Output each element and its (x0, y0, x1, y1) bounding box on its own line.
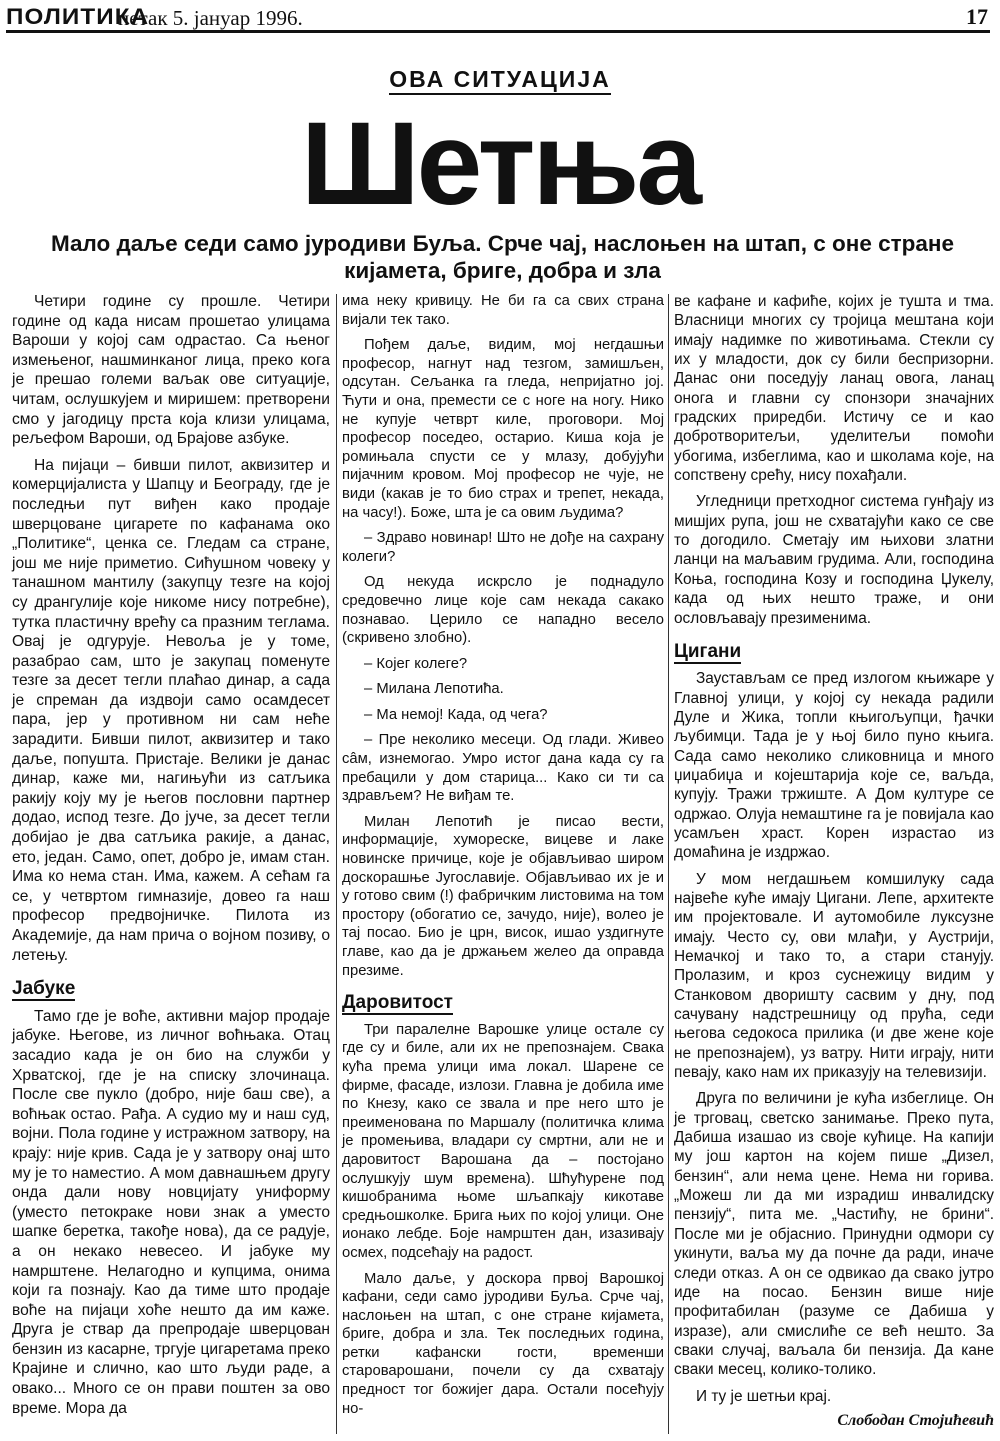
paragraph: У мом негдашњем комшилуку сада највеће куће имају Цигани. Лепе, архитекте им пројектовале. И аутомобиле луксузне имају. Често су, ови млађи, у Аустрији, Немачкој и тако то, а стари станују. Пролазим, и кроз суснежицу видим у Станковом дворишту сасвим у дну, под сачувану надстрешницу од прућа, седи његова седокоса прилика (и две жене које не препознајем), уз ватру. Нити играју, нити певају, како нам их приказују на телевизији. (674, 870, 994, 1082)
paragraph: Угледници претходног система гунђају из мишјих рупа, још не схватајући како се све то догодило. Сметају им њихови златни ланци на маљавим грудима. Али, господина Коња, господина Козу и господина Џукелу, када од њих нешто траже, и они ословљавају презименима. (674, 493, 994, 627)
article-title: Шетња (301, 98, 699, 230)
paragraph: ве кафане и кафиће, којих је тушта и тма. Власници многих су тројица мештана који имају надимке по животињама. Стекли су их у младости, док су били беспризорни. Данас они поседују ланац овога, ланац онога и главни су спонзори значајних градских приредби. Истичу се и као добротворитељи, уделитељи помоћи убогима, избеглима, као и школама које, на сопствену срећу, нису похађали. (674, 293, 994, 485)
column-rule (668, 294, 669, 1434)
paragraph: – Којег колеге? (364, 655, 468, 672)
paragraph: Три паралелне Варошке улице остале су где су и биле, али их не препознајем. Свака кућа према улици има локал. Шарене се фирме, фасаде, излози. Главна је добила име по Кнезу, како се звала и пре него што је преименована по Маршалу (политичка клима је промењива, владари су смртни, али не и даровитост Варошана да – постојано ослушкују шум времена). Шћућурене под кишобранима њоме шљапкају кикотаве средњошколке. Брига њих по којој улици. Оне ионако лебде. Боје намрштен дан, изазивају осмех, подсећају на радост. (342, 1021, 664, 1261)
paragraph: Друга по величини је кућа избеглице. Он је трговац, светско занимање. Преко пута, Дабиша изашао из своје кућице. На капији му још картон на којем пише „Дизел, бензин“, али нема цене. Нема ни горива. „Можеш ли да ми израдиш инвалидску пензију“, пита ме. „Частићу, не брини“. После ми је објаснио. Принудни одмори су укинути, ваља му да почне да ради, иначе следи отказ. А он се одвикао да свако јутро иде на посао. Бензин више није профитабилан (разуме се Дабиша у изразе), али смислиће се већ нешто. За сваки случај, ваљала би пензија. Да кане сваки месец, колико-толико. (674, 1090, 994, 1379)
paragraph: – Ма немој! Када, од чега? (364, 706, 548, 723)
section-heading-text: Јабуке (12, 978, 76, 1000)
kicker-text: ОВА СИТУАЦИЈА (389, 66, 610, 95)
kicker (0, 66, 1000, 93)
section-heading-text: Цигани (674, 640, 742, 662)
paragraph: На пијаци – бивши пилот, аквизитер и комерцијалиста у Шапцу и Београду, где је последњи пут виђен како продаје шверцоване цигарете по кафанама око „Политике“, ценка се. Гледам са стране, још ме није приметио. Сићушном човеку у танашном мантилу (закупцу тезге на којој су дрангулије које никоме нису потребне), тутка пластичну врећу са празним тегламa. Овај је одгурује. Невоља је у томе, разабрао сам, што је закупац поменуте тезге за десет тегли плаћао динар, а сада је спреман да издвоји само осамдесет пара, јер у противном ни сам неће зарадити. Бивши пилот, аквизитер и тако даље, попушта. Пристаје. Велики је данас динар, каже ми, нагињући из сатљика ракију коју му је његов пословни партнер додао, испод тезге. До јуче, за десет тегли добијао је два сатљика ракије, а данас, ето, један. Само, опет, добро је, имам стан. Има ко нема стан. Има, кажем. А сећам га се, у четвртом гимназије, довео га наш професор предвојничке. Пилота из Академије, да нам прича о војном позиву, о летењу. (12, 456, 330, 964)
masthead: ПОЛИТИКА (6, 4, 150, 29)
column-2 (342, 292, 664, 1425)
section-heading (12, 979, 330, 999)
column-3 (674, 292, 994, 1430)
paragraph: Тамо где је воће, активни мајор продаје јабуке. Његове, из личног воћњака. Отац засадио када је он био на служби у Хрватској, где је на списку злочинаца. После све пукло (добро, није баш све), а воћњак остао. Рађа. А судио му и наш суд, војни. Пола године у истражном затвору, на крају: није крив. Сада је у затвору онај што му је то наместио. А мом давнашњем другу онда дали нову новцијату униформу (уместо петокраке нови знак а уместо шапке беретка, такође нова), да се радује, а он некако невесео. И јабуке му намрштене. Нелагодно и купцима, онима који га познају. Као да тиме што продаје воће на пијаци хоће нешто да им каже. Друга је ствар да препродаје шверцован бензин из касарне, тргује цигаретама преко Крајине и слично, као што људи раде, а овако... Много се он прави поштен за ово време. Мора да (12, 1007, 330, 1417)
paragraph: Мало даље, у доскора првој Варошкој кафани, седи само јуродиви Буља. Срче чај, наслоњен на штап, с оне стране кијамета, бриге, добра и зла. Тек последњих година, ретки кафански гости, временши староварошани, почели су да схватају предност тог божијег дара. Остали посећују но- (342, 1270, 664, 1417)
paragraph: Милан Лепотић је писао вести, информације, хуморескe, вицеве и лаке новинске причице, које је објављивао широм доскорашње Југославије. Објављивао их је и у готово свим (!) фабричким листовима на том простору (обогатио се, зачудо, није), волео је тај посао. Био је црн, висок, ишао уздигнуте главе, као да је држањем желео да оправда презиме. (342, 813, 664, 979)
article-subtitle: Мало даље седи само јуродиви Буља. Срче чај, наслоњен на штап, с оне стране кијамета, бриге, добра и зла (51, 231, 954, 283)
paragraph: има неку кривицу. Не би га са свих страна вијали тек тако. (342, 293, 664, 328)
column-1 (12, 292, 330, 1425)
section-heading (674, 642, 994, 661)
column-rule (336, 294, 337, 1434)
paragraph: Пођем даље, видим, мој негдашњи професор, нагнут над тезгом, замишљен, одсутан. Сељанка га гледа, непријатно јој. Ћути и она, премести се с ноге на ногу. Нико не купује четврт киле, проговори. Мој професор поседео, остарио. Киша која је ромињала спусти се у млазу, добујући пијачним кровом. Мој професор не чује, не види (какав је то био страх и трепет, некада, на часу!). Боже, шта је са овим људима? (342, 337, 664, 521)
paragraph: И ту је шетњи крај. (696, 1387, 832, 1405)
page-number: 17 (966, 4, 988, 29)
paragraph: – Пре неколико месеци. Од глади. Живео сâм, изнемогао. Умро истог дана када су га пребацили у дом старица... Како си ти са здрављем? Не виђам те. (342, 732, 664, 805)
paragraph: Од некуда искрсло је поднадуло средовечно лице које сам некада сакако познавао. Церило се нападно весело (скривено злобно). (342, 574, 664, 647)
paragraph: – Милана Лепотића. (364, 681, 504, 698)
section-heading-text: Даровитост (342, 992, 453, 1014)
paragraph: Заустављам се пред излогом књижаре у Главној улици, у којој су некада радили Дуле и Жика, топли књигољупци, ђачки љубимци. Тада је у њој било пуно књига. Сада само неколико сликовница и много џиџабиџа и којештарија које се, ваљда, купују. Тражи тржиште. А Дом културе се одржао. Олуја немаштине га је повијала као усамљен храст. Корен израстао из домаћина је издржао. (674, 670, 994, 862)
issue-date: петак 5. јануар 1996. (118, 6, 303, 30)
section-heading (342, 994, 664, 1013)
page-header (6, 4, 990, 33)
author-signature: Слободан Стојићевић (837, 1411, 994, 1429)
paragraph: – Здраво новинар! Што не дође на сахрану колеги? (342, 530, 664, 565)
paragraph: Четири године су прошле. Четири године од када нисам прошетао улицама Вароши у којој сам одрастао. Са њеног измењеног, нашминканог лица, преко кога је прешао големи ваљак ове ситуације, читам, ослушкујем и миришем: претворени смо у јагодицу прста која клизи улицама, рељефом Вароши, од Брајове азбуке. (12, 293, 330, 448)
